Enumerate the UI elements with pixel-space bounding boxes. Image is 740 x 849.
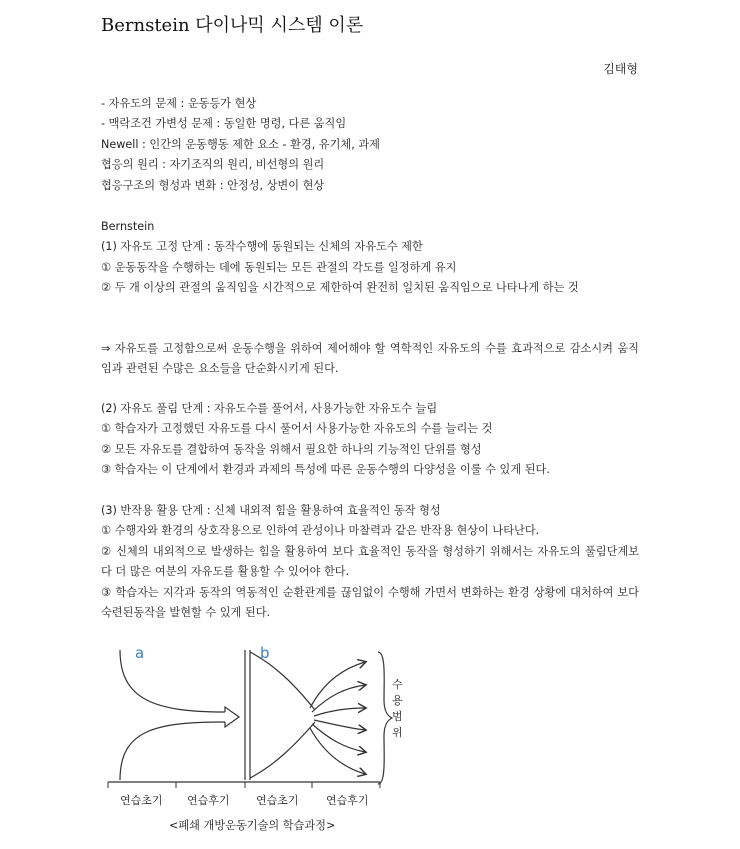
section-heading: (1) 자유도 고정 단계 : 동작수행에 동원되는 신체의 자유도수 제한 (101, 240, 423, 254)
section-item: ① 수행자와 환경의 상호작용으로 인하여 관성이나 마찰력과 같은 반작용 현상이 나타난다. (101, 524, 540, 538)
panel-b-label: b (260, 644, 270, 662)
section-heading: (3) 반작용 활용 단계 : 신체 내외적 힘을 활용하여 효율적인 동작 형성 (101, 504, 441, 517)
range-label-char: 수 (392, 678, 403, 691)
document-title: Bernstein 다이나믹 시스템 이론 (101, 15, 364, 36)
panel-a-label: a (135, 644, 145, 662)
range-brace (378, 652, 392, 784)
range-label-char: 범 (392, 710, 403, 723)
author-name: 김태형 (603, 62, 638, 76)
section-item: ① 학습자가 고정했던 자유도를 다시 풀어서 사용가능한 자유도의 수를 늘리는 것 (101, 422, 493, 436)
spread-arrow (314, 708, 365, 716)
axis-label: 연습후기 (326, 794, 369, 807)
axis-label: 연습초기 (256, 794, 299, 807)
summary-paragraph (101, 339, 639, 380)
summary-text: ⇒ 자유도를 고정함으로써 운동수행을 위하여 제어해야 할 역학적인 자유도의 수를 효과적으로 감소시켜 움직임과 관련된 수많은 요소들을 단순화시키게 된다. (101, 342, 639, 376)
intro-line: 협응구조의 형성과 변화 : 안정성, 상변이 현상 (101, 178, 325, 192)
learning-process-diagram (100, 640, 430, 815)
figure-caption: <폐쇄 개방운동기술의 학습과정> (169, 819, 336, 832)
funnel-bottom-curve (120, 722, 225, 780)
learning-process-figure (100, 640, 430, 840)
axis-label: 연습후기 (187, 794, 230, 807)
intro-line: - 자유도의 문제 : 운동등가 현상 (101, 97, 257, 110)
spread-arrow (314, 720, 365, 730)
section-item: ③ 학습자는 지각과 동작의 역동적인 순환관계를 끊임없이 수행해 가면서 변화하는 환경 상황에 대처하여 보다 숙련된동작을 발현할 수 있게 된다. (101, 585, 639, 619)
spread-arrow (312, 724, 365, 752)
section-name: Bernstein (101, 220, 155, 233)
intro-list (101, 94, 639, 196)
axis-label: 연습초기 (120, 794, 163, 807)
intro-line: 협응의 원리 : 자기조직의 원리, 비선형의 원리 (101, 158, 325, 172)
section-heading: (2) 자유도 풀림 단계 : 자유도수를 풀어서, 사용가능한 자유도수 늘림 (101, 402, 438, 415)
section-item: ② 두 개 이상의 관절의 움직임을 시간적으로 제한하여 완전히 일치된 움직임으로 나타나게 하는 것 (101, 281, 579, 295)
range-label-char: 용 (392, 694, 403, 707)
spread-arrow (310, 662, 365, 708)
section-1 (101, 217, 639, 299)
section-item: ② 모든 자유도를 결합하여 동작을 위해서 필요한 하나의 기능적인 단위를 형성 (101, 442, 482, 456)
section-3 (101, 501, 639, 623)
funnel-arrow-head (225, 707, 239, 727)
intro-line: Newell : 인간의 운동행동 제한 요소 - 환경, 유기체, 과제 (101, 137, 380, 151)
section-item: ① 운동동작을 수행하는 데에 동원되는 모든 관절의 각도를 일정하게 유지 (101, 260, 457, 274)
section-item: ③ 학습자는 이 단계에서 환경과 과제의 특성에 따른 운동수행의 다양성을 이룰 수 있게 된다. (101, 463, 550, 477)
spread-arrow (310, 728, 365, 774)
section-2 (101, 399, 639, 481)
intro-line: - 맥락조건 가변성 문제 : 동일한 명령, 다른 움직임 (101, 117, 347, 131)
range-label-char: 위 (392, 726, 403, 739)
section-item: ② 신체의 내외적으로 발생하는 힘을 활용하여 보다 효율적인 동작을 형성하기 위해서는 자유도의 풀림단계보다 더 많은 여분의 자유도를 활용할 수 있어야 한다. (101, 544, 639, 579)
